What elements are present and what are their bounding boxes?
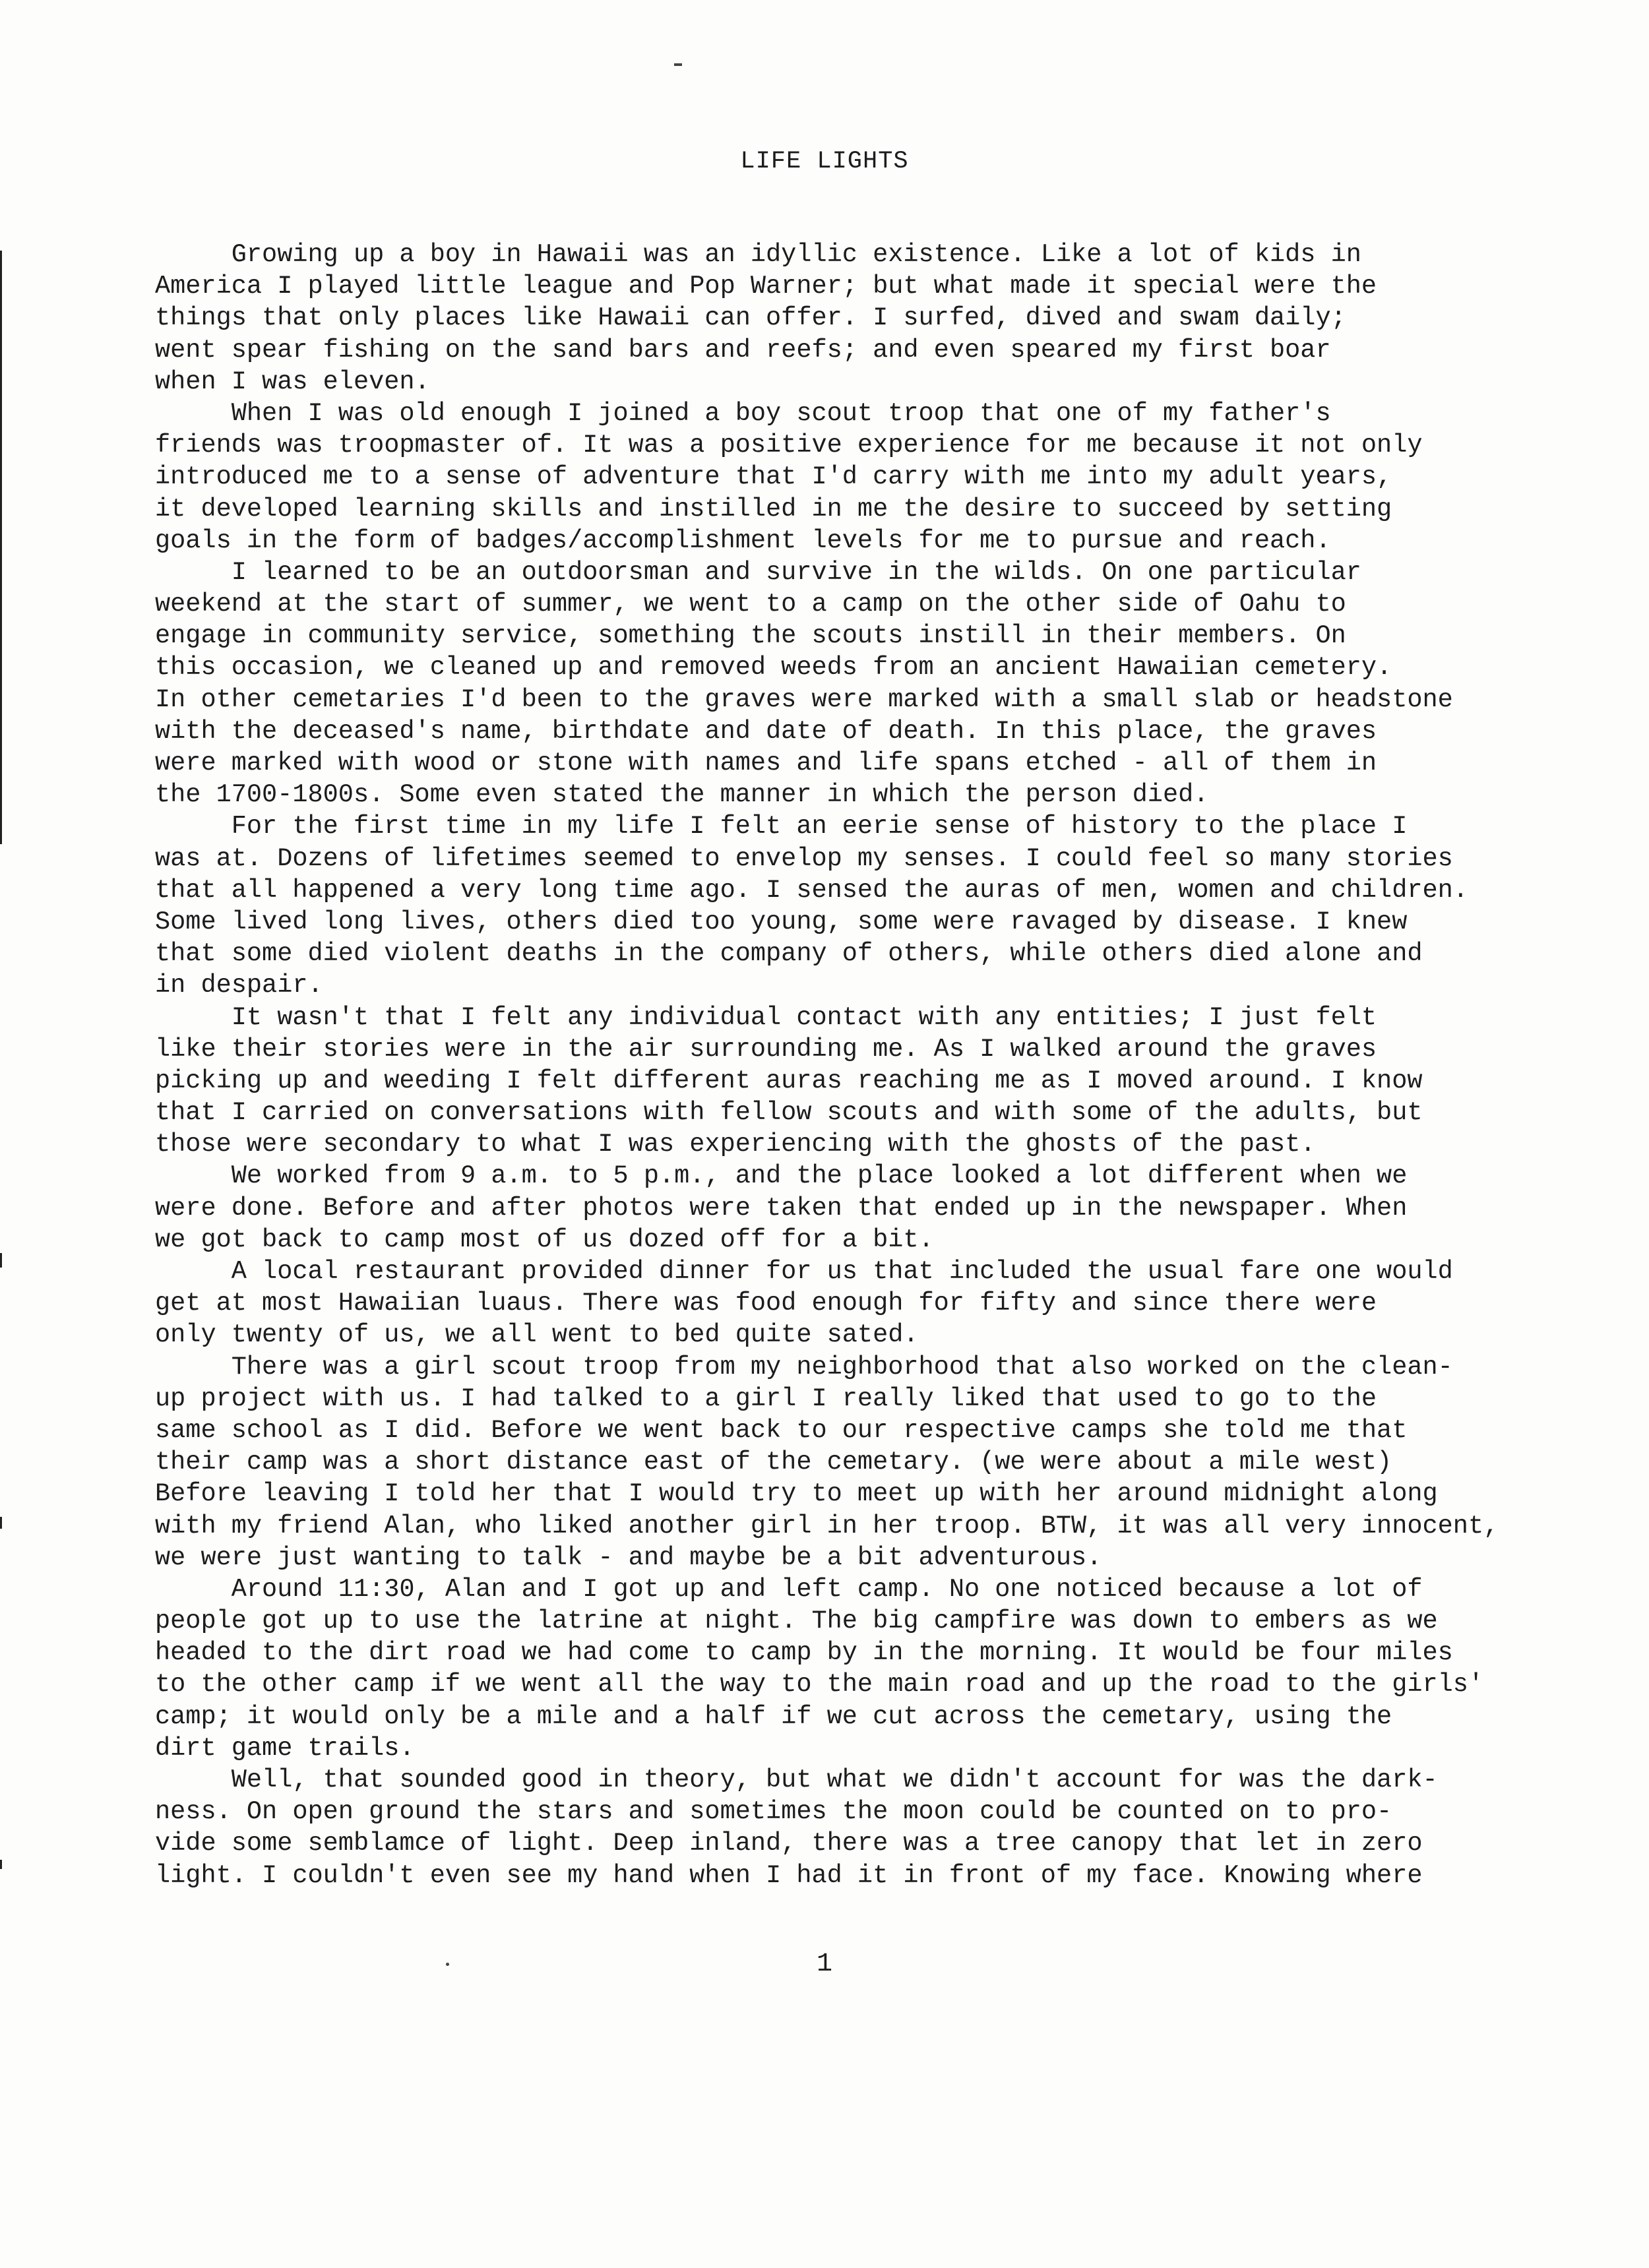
text-line: people got up to use the latrine at night. The big campfire was down to embers as we [155,1607,1438,1636]
text-line: picking up and weeding I felt different auras reaching me as I moved around. I know [155,1066,1423,1095]
text-line: those were secondary to what I was experiencing with the ghosts of the past. [155,1130,1316,1159]
text-line: For the first time in my life I felt an eerie sense of history to the place I [155,812,1408,842]
text-line: things that only places like Hawaii can offer. I surfed, dived and swam daily; [155,303,1346,333]
text-line: to the other camp if we went all the way to the main road and up the road to the girls' [155,1670,1484,1700]
scan-edge-mark [0,251,2,844]
text-line: We worked from 9 a.m. to 5 p.m., and the place looked a lot different when we [155,1161,1408,1191]
text-line: goals in the form of badges/accomplishment levels for me to pursue and reach. [155,526,1331,555]
document-body [155,239,1567,1891]
text-line: vide some semblamce of light. Deep inland, there was a tree canopy that let in zero [155,1829,1423,1858]
text-line: when I was eleven. [155,367,430,396]
text-line: was at. Dozens of lifetimes seemed to envelop my senses. I could feel so many stories [155,843,1453,873]
document-title: LIFE LIGHTS [740,148,909,175]
text-line: with the deceased's name, birthdate and date of death. In this place, the graves [155,716,1377,746]
text-line: we were just wanting to talk - and maybe be a bit adventurous. [155,1543,1102,1572]
text-line: Some lived long lives, others died too young, some were ravaged by disease. I knew [155,907,1408,936]
text-line: with my friend Alan, who liked another girl in her troop. BTW, it was all very innocent, [155,1511,1499,1541]
text-line: only twenty of us, we all went to bed quite sated. [155,1320,919,1350]
text-line: Well, that sounded good in theory, but what we didn't account for was the dark- [155,1765,1438,1794]
text-line: it developed learning skills and instilled in me the desire to succeed by setting [155,494,1392,524]
text-line: Around 11:30, Alan and I got up and left camp. No one noticed because a lot of [155,1574,1423,1604]
text-line: friends was troopmaster of. It was a positive experience for me because it not only [155,431,1423,460]
page-number: 1 [816,1949,832,1979]
text-line: same school as I did. Before we went back to our respective camps she told me that [155,1415,1408,1445]
text-line: introduced me to a sense of adventure that I'd carry with me into my adult years, [155,462,1392,492]
text-line: It wasn't that I felt any individual contact with any entities; I just felt [155,1002,1377,1032]
text-line: A local restaurant provided dinner for us that included the usual fare one would [155,1257,1453,1286]
text-line: Before leaving I told her that I would try to meet up with her around midnight along [155,1479,1438,1509]
text-line: I learned to be an outdoorsman and survive in the wilds. On one particular [155,557,1361,587]
text-line: that some died violent deaths in the company of others, while others died alone and [155,939,1423,969]
text-line: went spear fishing on the sand bars and reefs; and even speared my first boar [155,335,1331,365]
text-line: get at most Hawaiian luaus. There was food enough for fifty and since there were [155,1289,1377,1318]
text-line: that I carried on conversations with fellow scouts and with some of the adults, but [155,1098,1423,1128]
text-line: engage in community service, something the scouts instill in their members. On [155,621,1346,651]
text-line: were done. Before and after photos were taken that ended up in the newspaper. When [155,1193,1408,1223]
text-line: like their stories were in the air surrounding me. As I walked around the graves [155,1034,1377,1064]
text-line: that all happened a very long time ago. I sensed the auras of men, women and children. [155,875,1468,905]
text-line: this occasion, we cleaned up and removed weeds from an ancient Hawaiian cemetery. [155,653,1392,683]
text-line: When I was old enough I joined a boy scout troop that one of my father's [155,398,1331,428]
text-line: in despair. [155,971,323,1000]
scan-speck [674,63,682,66]
text-line: headed to the dirt road we had come to camp by in the morning. It would be four miles [155,1638,1453,1668]
text-line: ness. On open ground the stars and sometimes the moon could be counted on to pro- [155,1797,1392,1827]
scan-edge-mark [0,1517,2,1529]
text-line: America I played little league and Pop Warner; but what made it special were the [155,272,1377,301]
text-line: their camp was a short distance east of the cemetary. (we were about a mile west) [155,1448,1392,1477]
text-line: were marked with wood or stone with names and life spans etched - all of them in [155,749,1377,778]
text-line: light. I couldn't even see my hand when I had it in front of my face. Knowing where [155,1860,1423,1890]
text-line: Growing up a boy in Hawaii was an idyllic existence. Like a lot of kids in [155,240,1361,269]
scan-edge-mark [0,1860,2,1869]
text-line: weekend at the start of summer, we went to a camp on the other side of Oahu to [155,590,1346,619]
text-line: In other cemetaries I'd been to the graves were marked with a small slab or headstone [155,685,1453,714]
text-line: up project with us. I had talked to a girl I really liked that used to go to the [155,1384,1377,1413]
text-line: dirt game trails. [155,1733,415,1763]
text-line: the 1700-1800s. Some even stated the manner in which the person died. [155,780,1209,810]
scan-edge-mark [0,1253,2,1268]
text-line: we got back to camp most of us dozed off for a bit. [155,1225,934,1254]
text-line: camp; it would only be a mile and a half if we cut across the cemetary, using the [155,1701,1392,1731]
text-line: There was a girl scout troop from my neighborhood that also worked on the clean- [155,1352,1453,1382]
